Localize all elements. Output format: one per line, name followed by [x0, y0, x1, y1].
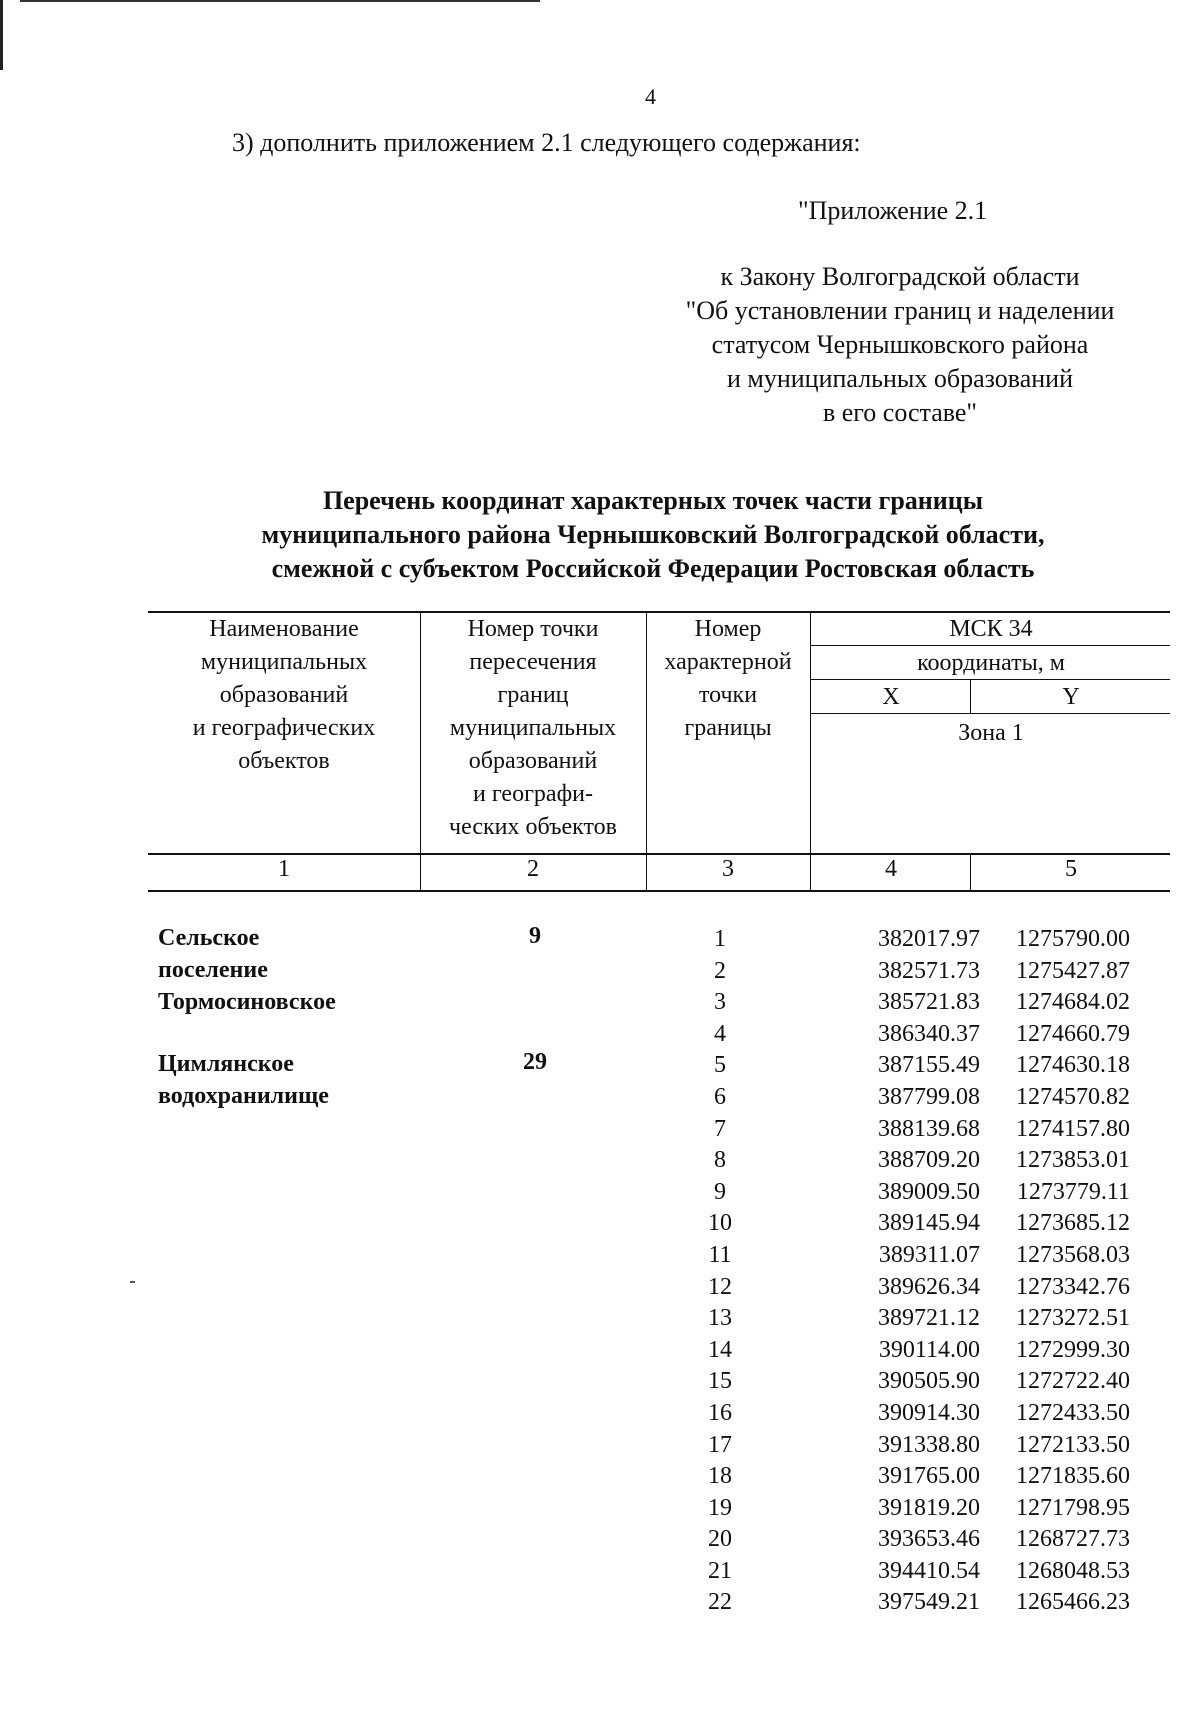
x-coordinate: 390114.00	[878, 1336, 980, 1363]
y-coordinate: 1268727.73	[1016, 1526, 1130, 1553]
appendix-reference	[650, 260, 1150, 430]
point-number: 8	[714, 1147, 726, 1174]
point-number: 7	[714, 1115, 726, 1142]
x-coordinate: 390505.90	[878, 1368, 980, 1395]
y-coordinate: 1272999.30	[1016, 1336, 1130, 1363]
column-number: 3	[722, 856, 734, 882]
appendix-ref-line: "Об установлении границ и наделении	[685, 296, 1115, 325]
point-number: 20	[708, 1526, 732, 1553]
col-divider-1	[420, 611, 421, 892]
y-coordinate: 1274660.79	[1016, 1020, 1130, 1047]
y-coordinate: 1273779.11	[1016, 1178, 1130, 1205]
x-coordinate: 394410.54	[878, 1557, 980, 1584]
y-coordinate: 1274157.80	[1016, 1115, 1130, 1142]
x-coordinate: 391338.80	[878, 1431, 980, 1458]
y-coordinate: 1275790.00	[1016, 926, 1130, 952]
y-coordinate: 1273853.01	[1016, 1147, 1130, 1174]
point-number: 10	[708, 1210, 732, 1237]
point-number: 1	[714, 926, 726, 952]
header-name: Наименование муниципальных образований и географических объектов	[192, 616, 376, 774]
x-coordinate: 388709.20	[878, 1147, 980, 1174]
y-coordinate: 1273272.51	[1016, 1305, 1130, 1332]
point-number: 16	[708, 1399, 732, 1426]
x-coordinate: 389721.12	[878, 1305, 980, 1332]
appendix-ref-line: к Закону Волгоградской области	[720, 262, 1080, 291]
point-number: 3	[714, 989, 726, 1016]
column-number: 1	[278, 856, 290, 882]
header-x: X	[882, 684, 900, 710]
point-number: 22	[708, 1589, 732, 1616]
group-intersection-point: 29	[523, 1049, 547, 1075]
y-coordinate: 1273342.76	[1016, 1273, 1130, 1300]
x-coordinate: 382571.73	[878, 957, 980, 984]
x-coordinate: 391819.20	[878, 1494, 980, 1521]
point-number: 4	[714, 1020, 726, 1047]
y-coordinate: 1273685.12	[1016, 1210, 1130, 1237]
point-number: 2	[714, 957, 726, 984]
intro-text: 3) дополнить приложением 2.1 следующего содержания:	[232, 128, 861, 157]
y-coordinate: 1271835.60	[1016, 1463, 1130, 1490]
column-number: 4	[885, 856, 897, 882]
x-coordinate: 387799.08	[878, 1083, 980, 1110]
header-point: Номер характерной точки границы	[664, 616, 792, 741]
y-coordinate: 1274570.82	[1016, 1083, 1130, 1110]
point-number: 15	[708, 1368, 732, 1395]
point-number: 5	[714, 1052, 726, 1079]
y-coordinate: 1275427.87	[1016, 957, 1130, 984]
x-coordinate: 389626.34	[878, 1273, 980, 1300]
title-line: смежной с субъектом Российской Федерации Ростовская область	[271, 554, 1035, 583]
x-coordinate: 387155.49	[878, 1052, 980, 1079]
y-coordinate: 1268048.53	[1016, 1557, 1130, 1584]
group-name: Сельское поселение Тормосиновское	[158, 925, 336, 1015]
title-line: муниципального района Чернышковский Волгоградской области,	[261, 520, 1045, 549]
point-number: 13	[708, 1305, 732, 1332]
y-coordinate: 1271798.95	[1016, 1494, 1130, 1521]
x-coordinate: 385721.83	[878, 989, 980, 1016]
colnum-bottom-border	[148, 890, 1170, 892]
appendix-title: "Приложение 2.1	[798, 196, 988, 225]
y-coordinate: 1265466.23	[1016, 1589, 1130, 1616]
x-coordinate: 389145.94	[878, 1210, 980, 1237]
col-divider-3	[810, 611, 811, 892]
document-title	[120, 484, 1186, 586]
header-coords: координаты, м	[917, 650, 1065, 676]
group-intersection-point: 9	[529, 923, 541, 949]
appendix-ref-line: в его составе"	[822, 398, 978, 427]
x-coordinate: 390914.30	[878, 1399, 980, 1426]
scan-edge-top	[20, 0, 540, 2]
y-coordinate: 1272133.50	[1016, 1431, 1130, 1458]
colnum-vertical-divider	[970, 853, 971, 892]
column-number: 2	[527, 856, 539, 882]
x-coordinate: 388139.68	[878, 1115, 980, 1142]
point-number: 18	[708, 1463, 732, 1490]
xy-vertical-divider	[970, 679, 971, 714]
point-number: 21	[708, 1557, 732, 1584]
y-coordinate: 1272722.40	[1016, 1368, 1130, 1395]
x-coordinate: 397549.21	[878, 1589, 980, 1616]
y-coordinate: 1273568.03	[1016, 1241, 1130, 1268]
group-name: Цимлянское водохранилище	[158, 1051, 329, 1109]
header-bottom-border	[148, 853, 1170, 855]
point-number: 14	[708, 1336, 732, 1363]
scan-speck	[130, 1281, 135, 1283]
col-divider-2	[646, 611, 647, 892]
page-number: 4	[645, 84, 656, 109]
appendix-ref-line: и муниципальных образований	[726, 364, 1074, 393]
scan-edge-left	[0, 0, 3, 70]
point-number: 17	[708, 1431, 732, 1458]
point-number: 19	[708, 1494, 732, 1521]
point-number: 9	[714, 1178, 726, 1205]
point-number: 11	[708, 1241, 732, 1268]
x-coordinate: 386340.37	[878, 1020, 980, 1047]
x-coordinate: 389009.50	[878, 1178, 980, 1205]
y-coordinate: 1274630.18	[1016, 1052, 1130, 1079]
point-number: 12	[708, 1273, 732, 1300]
appendix-ref-line: статусом Чернышковского района	[711, 330, 1089, 359]
header-y: Y	[1062, 684, 1080, 710]
x-coordinate: 382017.97	[878, 926, 980, 952]
x-coordinate: 389311.07	[878, 1241, 980, 1268]
y-coordinate: 1274684.02	[1016, 989, 1130, 1016]
y-coordinate: 1272433.50	[1016, 1399, 1130, 1426]
title-line: Перечень координат характерных точек части границы	[322, 486, 984, 515]
x-coordinate: 393653.46	[878, 1526, 980, 1553]
column-number: 5	[1065, 856, 1077, 882]
x-coordinate: 391765.00	[878, 1463, 980, 1490]
header-system: МСК 34	[949, 616, 1033, 642]
point-number: 6	[714, 1083, 726, 1110]
header-zone: Зона 1	[958, 720, 1024, 746]
header-intersection: Номер точки пересечения границ муниципальных образований и географи- ческих объектов	[449, 616, 617, 840]
